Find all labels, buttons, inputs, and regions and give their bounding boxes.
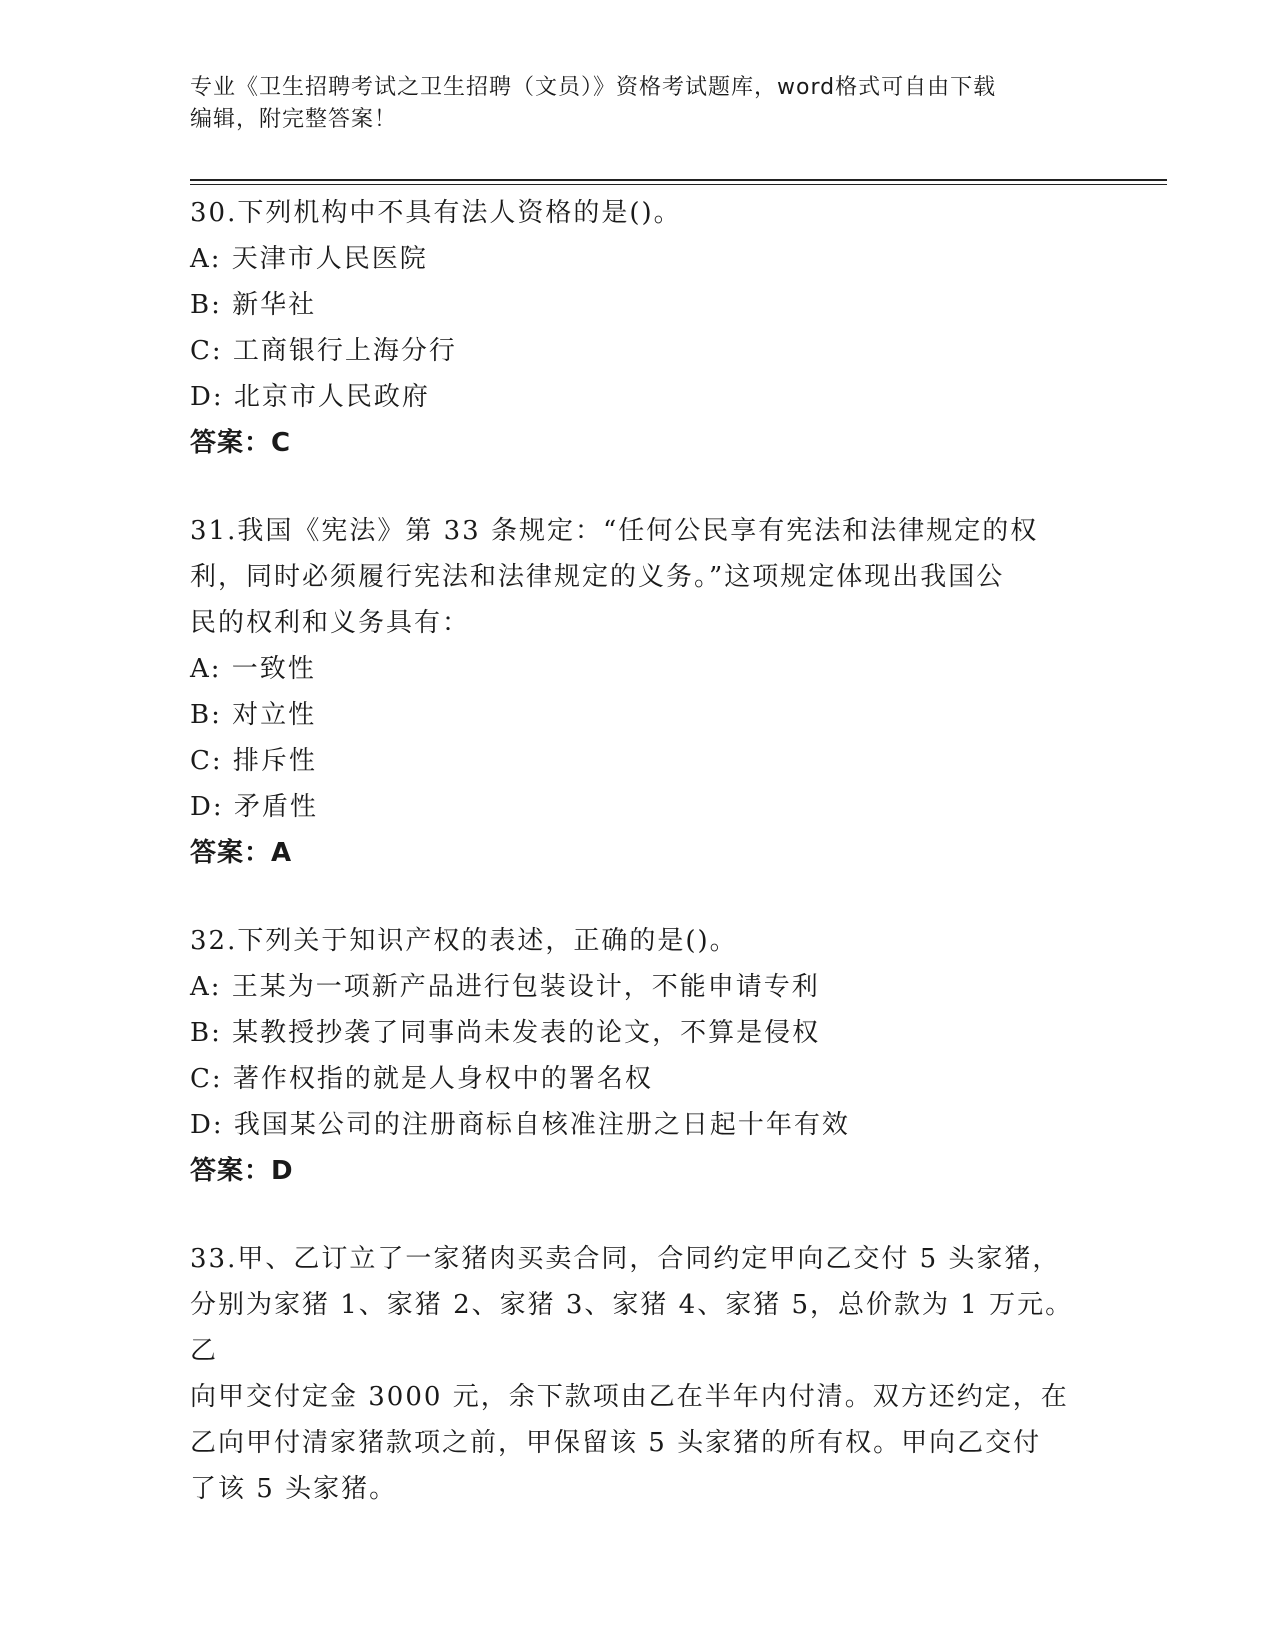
question-text-line: 分别为家猪 1、家猪 2、家猪 3、家猪 4、家猪 5，总价款为 1 万元。乙 <box>190 1290 1074 1366</box>
option-c: C: 工商银行上海分行 <box>190 336 457 366</box>
question-31 <box>190 508 1090 876</box>
question-text-line: 民的权利和义务具有： <box>190 608 471 638</box>
question-text: 32.下列关于知识产权的表述，正确的是()。 <box>190 926 738 956</box>
option-a: A: 天津市人民医院 <box>190 244 428 274</box>
document-header <box>190 72 1070 136</box>
question-text-line: 了该 5 头家猪。 <box>190 1474 398 1504</box>
option-c: C: 著作权指的就是人身权中的署名权 <box>190 1064 653 1094</box>
question-30 <box>190 190 1090 466</box>
question-text-line: 向甲交付定金 3000 元，余下款项由乙在半年内付清。双方还约定，在 <box>190 1382 1069 1412</box>
question-text-line: 利，同时必须履行宪法和法律规定的义务。”这项规定体现出我国公 <box>190 562 1005 592</box>
header-line-1: 专业《卫生招聘考试之卫生招聘（文员）》资格考试题库，word格式可自由下载 <box>190 75 997 100</box>
option-a: A: 王某为一项新产品进行包装设计，不能申请专利 <box>190 972 820 1002</box>
header-divider <box>190 179 1167 185</box>
option-c: C: 排斥性 <box>190 746 317 776</box>
option-b: B: 新华社 <box>190 290 317 320</box>
option-b: B: 对立性 <box>190 700 317 730</box>
option-a: A: 一致性 <box>190 654 316 684</box>
option-d: D: 我国某公司的注册商标自核准注册之日起十年有效 <box>190 1110 850 1140</box>
option-d: D: 矛盾性 <box>190 792 318 822</box>
question-list <box>190 190 1090 1554</box>
question-32 <box>190 918 1090 1194</box>
question-33 <box>190 1236 1090 1512</box>
question-text-line: 31.我国《宪法》第 33 条规定：“任何公民享有宪法和法律规定的权 <box>190 516 1039 546</box>
option-d: D: 北京市人民政府 <box>190 382 430 412</box>
header-line-2: 编辑，附完整答案！ <box>190 107 398 132</box>
question-text-line: 乙向甲付清家猪款项之前，甲保留该 5 头家猪的所有权。甲向乙交付 <box>190 1428 1042 1458</box>
answer-label: 答案：D <box>190 1156 294 1186</box>
question-text: 30.下列机构中不具有法人资格的是()。 <box>190 198 682 228</box>
answer-label: 答案：C <box>190 428 292 458</box>
answer-label: 答案：A <box>190 838 293 868</box>
question-text-line: 33.甲、乙订立了一家猪肉买卖合同，合同约定甲向乙交付 5 头家猪， <box>190 1244 1061 1274</box>
option-b: B: 某教授抄袭了同事尚未发表的论文，不算是侵权 <box>190 1018 821 1048</box>
